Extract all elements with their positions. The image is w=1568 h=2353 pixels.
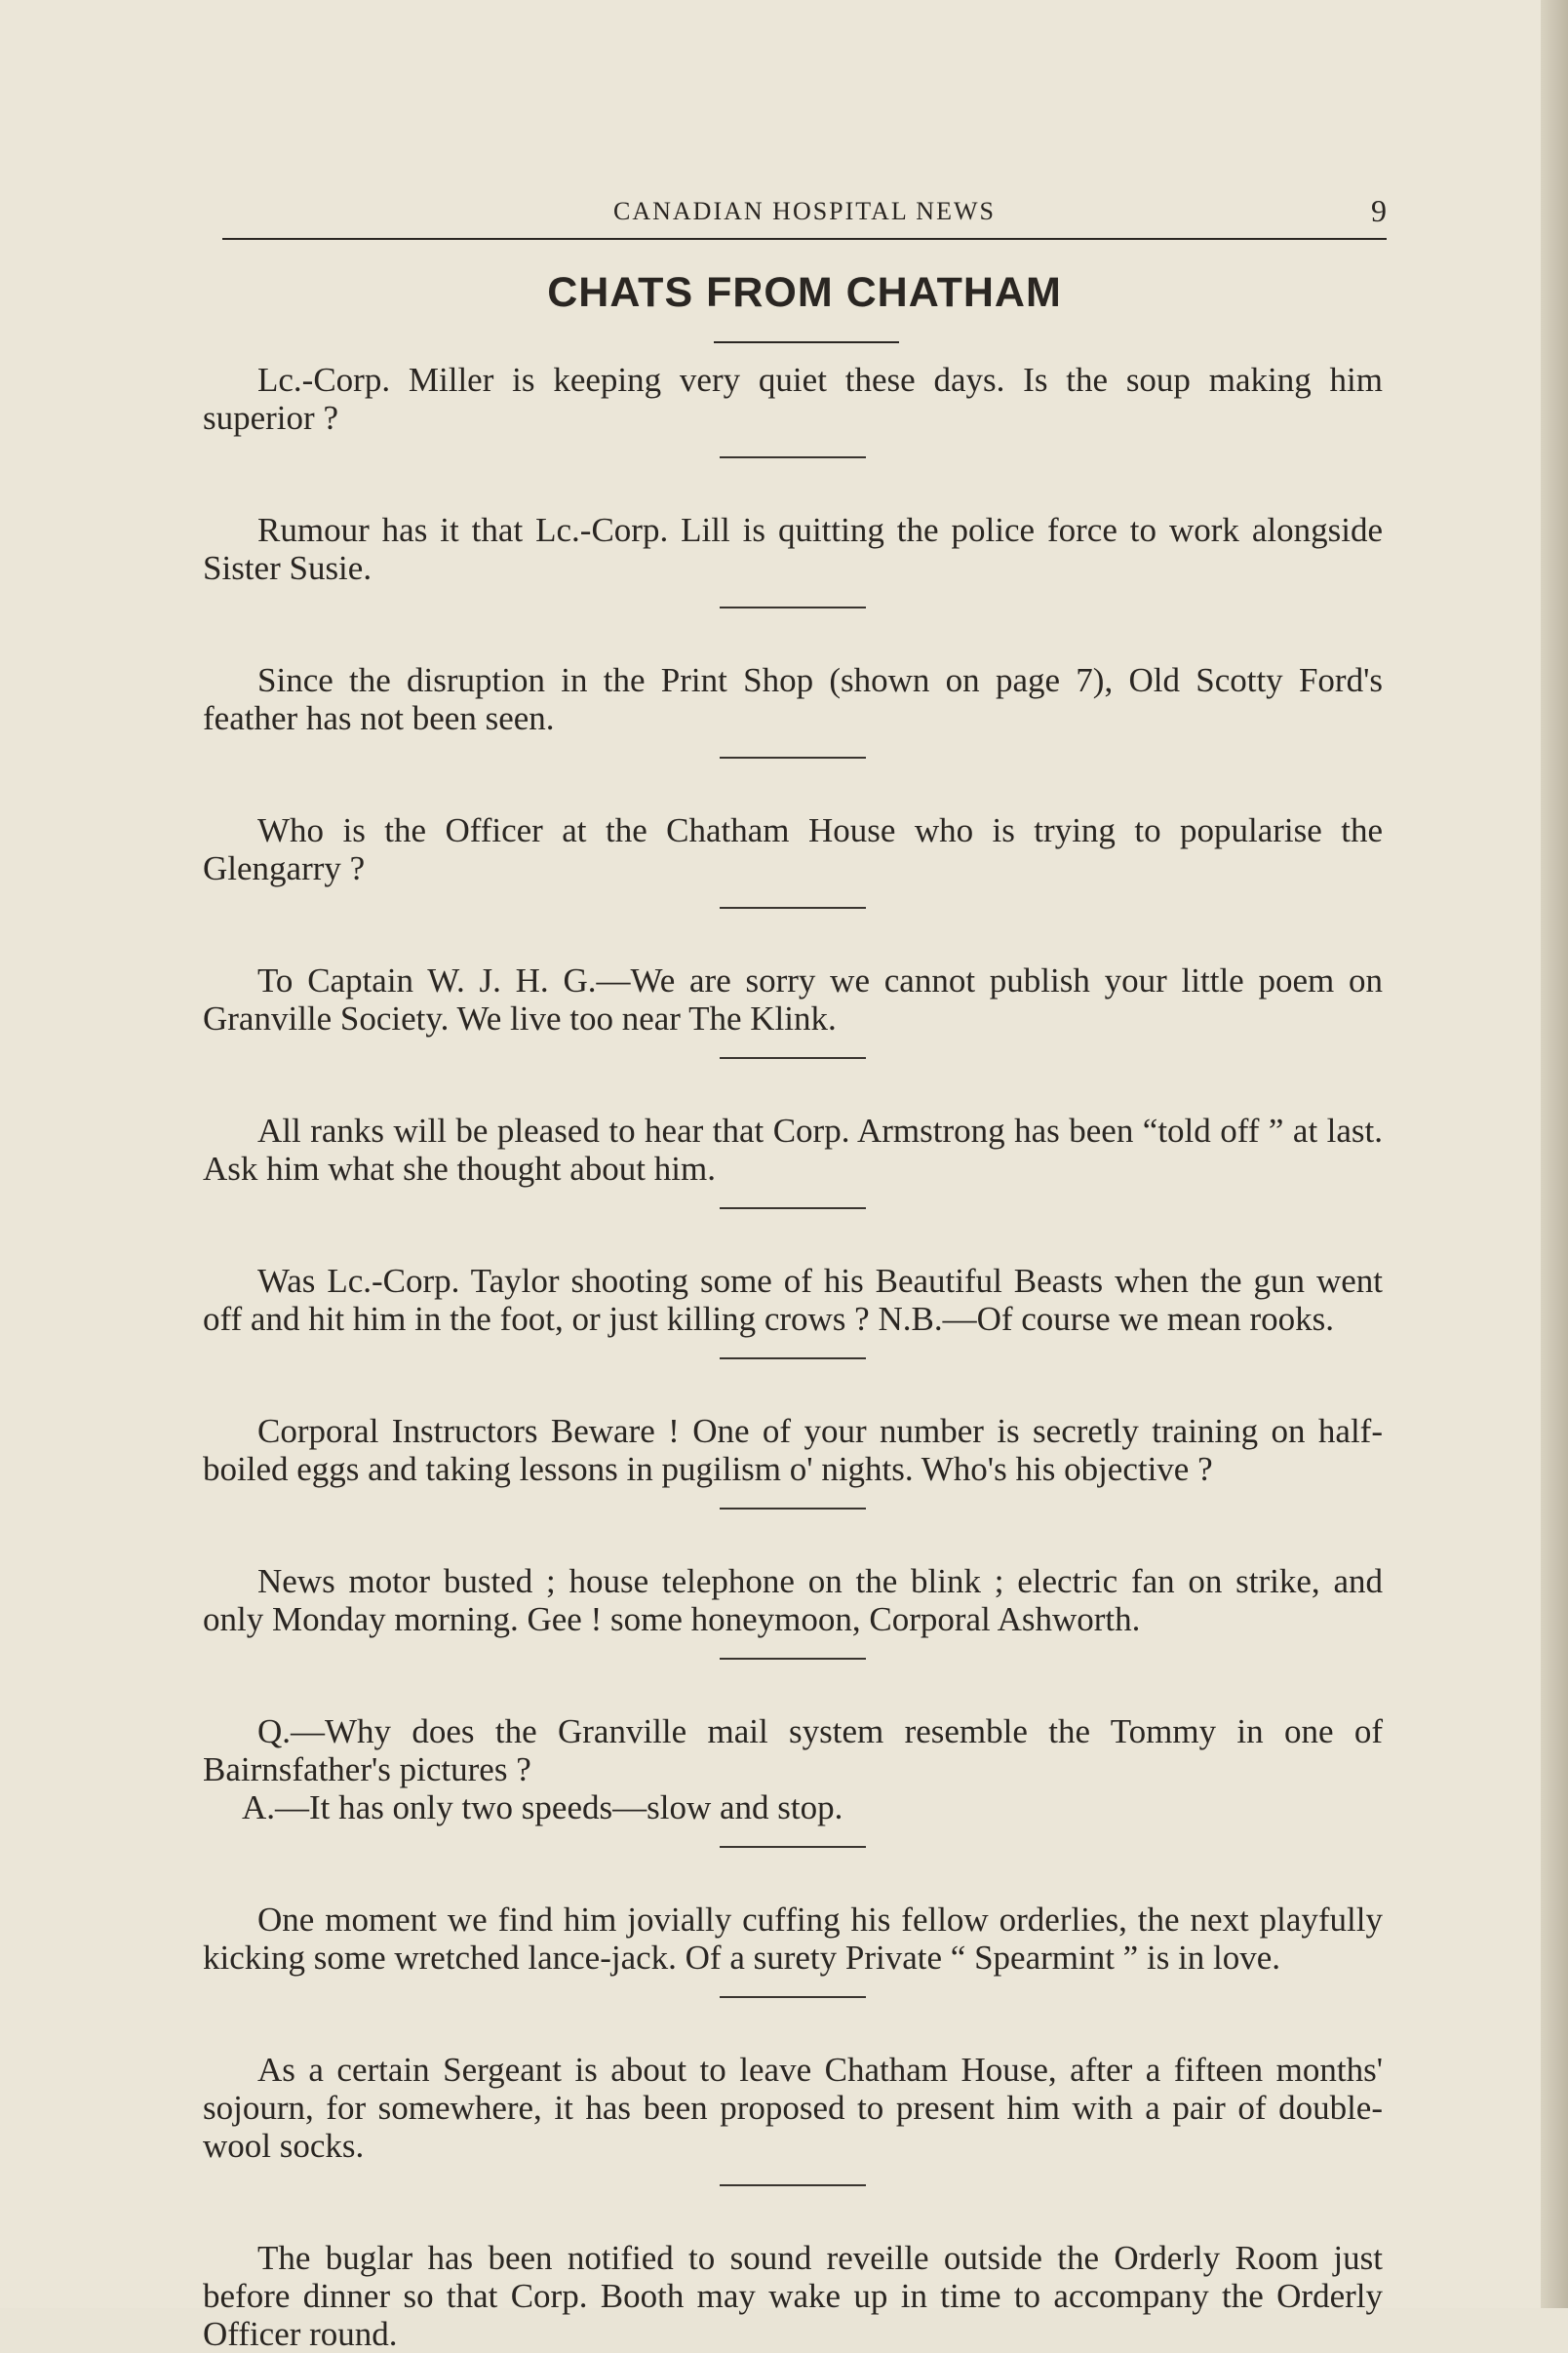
paragraph-item <box>203 1562 1383 1660</box>
paragraph-item <box>203 1901 1383 1998</box>
separator-rule <box>720 1508 866 1510</box>
paragraph-item <box>203 2239 1383 2353</box>
paragraph-item <box>203 1712 1383 1848</box>
separator-rule <box>720 1207 866 1209</box>
separator-rule <box>720 907 866 909</box>
paragraph-item <box>203 961 1383 1059</box>
paragraph: Rumour has it that Lc.-Corp. Lill is quitting the police force to work alongside Sister Susie. <box>203 511 1383 587</box>
separator-rule <box>720 607 866 608</box>
running-title: CANADIAN HOSPITAL NEWS <box>613 197 996 225</box>
separator-rule <box>720 456 866 458</box>
paragraph-item <box>203 511 1383 608</box>
header-rule <box>222 238 1387 240</box>
separator-rule <box>720 1658 866 1660</box>
question-paragraph: Q.—Why does the Granville mail system resemble the Tommy in one of Bairnsfather's pictures ? <box>203 1712 1383 1788</box>
paragraph-item <box>203 811 1383 909</box>
paragraph: Corporal Instructors Beware ! One of your number is secretly training on half-boiled eggs and taking lessons in pugilism o' nights. Who's his objective ? <box>203 1412 1383 1488</box>
separator-rule <box>720 1057 866 1059</box>
paragraph: As a certain Sergeant is about to leave Chatham House, after a fifteen months' sojourn, for somewhere, it has been proposed to present him with a pair of double-wool socks. <box>203 2051 1383 2165</box>
separator-rule <box>720 2184 866 2186</box>
paragraph: Since the disruption in the Print Shop (shown on page 7), Old Scotty Ford's feather has not been seen. <box>203 661 1383 737</box>
paragraph-item <box>203 1262 1383 1359</box>
separator-rule <box>720 1996 866 1998</box>
separator-rule <box>720 757 866 759</box>
answer-paragraph: A.—It has only two speeds—slow and stop. <box>242 1788 843 1826</box>
running-header <box>222 191 1387 234</box>
paragraph-item <box>203 1112 1383 1209</box>
paragraph: One moment we find him jovially cuffing his fellow orderlies, the next playfully kicking some wretched lance-jack. Of a surety Private “ Spearmint ” is in love. <box>203 1901 1383 1977</box>
article-title: CHATS FROM CHATHAM <box>547 269 1062 316</box>
page-number: 9 <box>1371 193 1387 228</box>
paragraph: To Captain W. J. H. G.—We are sorry we cannot publish your little poem on Granville Society. We live too near The Klink. <box>203 961 1383 1038</box>
separator-rule <box>720 1357 866 1359</box>
paragraph: Lc.-Corp. Miller is keeping very quiet these days. Is the soup making him superior ? <box>203 361 1383 437</box>
article-body <box>203 361 1383 2353</box>
paragraph-item <box>203 2051 1383 2186</box>
book-spine-edge <box>1541 0 1568 2308</box>
paragraph: Who is the Officer at the Chatham House who is trying to popularise the Glengarry ? <box>203 811 1383 887</box>
paragraph-item <box>203 661 1383 759</box>
paragraph: News motor busted ; house telephone on the blink ; electric fan on strike, and only Monday morning. Gee ! some honeymoon, Corporal Ashworth. <box>203 1562 1383 1638</box>
separator-rule <box>720 1846 866 1848</box>
paragraph: The buglar has been notified to sound reveille outside the Orderly Room just before dinner so that Corp. Booth may wake up in time to accompany the Orderly Officer round. <box>203 2239 1383 2353</box>
title-rule <box>714 341 899 343</box>
paragraph: All ranks will be pleased to hear that Corp. Armstrong has been “told off ” at last. Ask him what she thought about him. <box>203 1112 1383 1188</box>
paragraph-item <box>203 1412 1383 1510</box>
paragraph: Was Lc.-Corp. Taylor shooting some of his Beautiful Beasts when the gun went off and hit him in the foot, or just killing crows ? N.B.—Of course we mean rooks. <box>203 1262 1383 1338</box>
paragraph-item <box>203 361 1383 458</box>
